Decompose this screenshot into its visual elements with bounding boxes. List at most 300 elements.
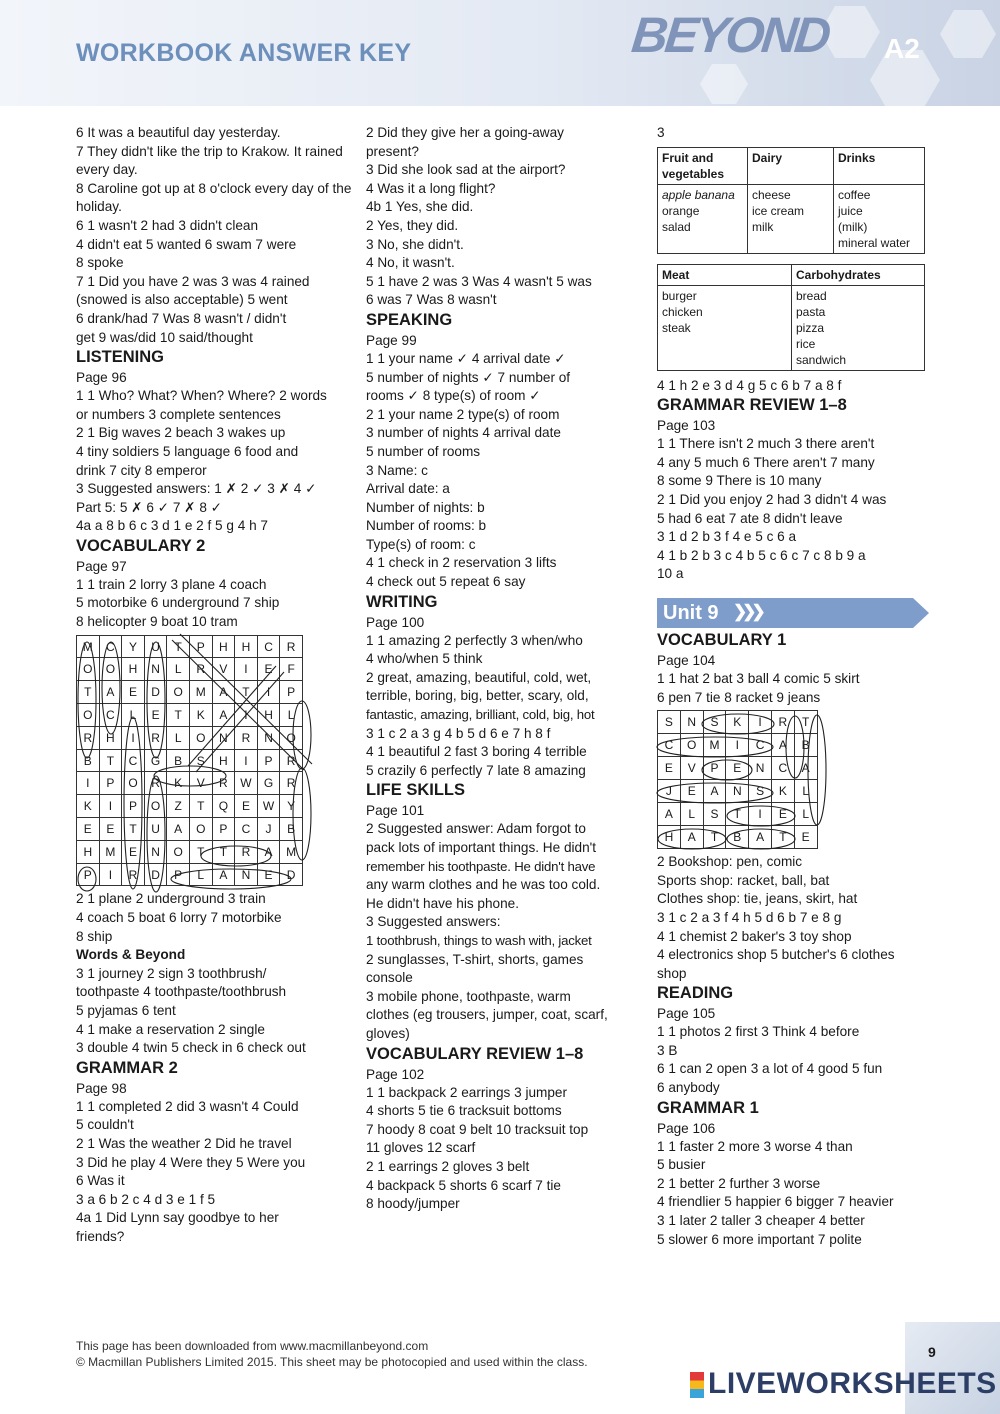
answer-line: 4 any 5 much 6 There aren't 7 many: [657, 454, 875, 470]
answer-line: remember his toothpaste. He didn't have: [366, 858, 596, 874]
table-header: Drinks: [834, 147, 925, 184]
section-heading: GRAMMAR 1: [657, 1098, 759, 1117]
answer-line: 4 who/when 5 think: [366, 651, 483, 667]
cell-text: steak: [662, 320, 691, 335]
answer-line: 8 Caroline got up at 8 o'clock every day of the holiday.: [76, 180, 352, 215]
grid-cell: H: [99, 726, 122, 749]
answer-line: 2 Suggested answer: Adam forgot to: [366, 821, 586, 837]
grid-cell: V: [189, 772, 212, 795]
food-table-2: [657, 264, 925, 371]
answer-line: 6 was 7 Was 8 wasn't: [366, 292, 497, 308]
page-title: WORKBOOK ANSWER KEY: [76, 39, 412, 67]
answer-line: Sports shop: racket, ball, bat: [657, 872, 830, 888]
answer-line: 4 1 chemist 2 baker's 3 toy shop: [657, 928, 852, 944]
cell-text: (milk): [838, 219, 868, 234]
grid-cell: M: [703, 734, 726, 757]
answer-line: pack lots of important things. He didn't: [366, 840, 597, 855]
section-heading: LISTENING: [76, 348, 165, 367]
answer-line: 5 pyjamas 6 tent: [76, 1002, 176, 1018]
answer-line: 2 1 Did you enjoy 2 had 3 didn't 4 was: [657, 491, 887, 507]
answer-line: Arrival date: a: [366, 481, 450, 497]
cell-text: salad: [662, 219, 691, 234]
table-cell: [658, 184, 748, 253]
page-header: [0, 0, 1000, 106]
grid-cell: E: [144, 704, 167, 727]
cell-text: apple banana: [662, 187, 735, 202]
section-heading: READING: [657, 984, 734, 1003]
grid-cell: O: [680, 734, 703, 757]
answer-line: 6 It was a beautiful day yesterday.: [76, 125, 281, 140]
intro-section: [76, 124, 354, 347]
grid-cell: N: [235, 863, 258, 886]
grid-cell: S: [749, 780, 772, 803]
page-ref: Page 104: [657, 652, 716, 668]
grid-cell: W: [235, 772, 258, 795]
grid-cell: B: [726, 826, 749, 849]
answer-line: friends?: [76, 1228, 125, 1244]
page-footer: [76, 1338, 588, 1370]
answer-line: 4b 1 Yes, she did.: [366, 199, 474, 215]
answer-line: 3 Suggested answers: 1 ✗ 2 ✓ 3 ✗ 4 ✓: [76, 481, 317, 497]
grid-cell: I: [99, 795, 122, 818]
answer-line: 1 1 train 2 lorry 3 plane 4 coach: [76, 576, 267, 592]
grid-cell: E: [257, 658, 280, 681]
grid-cell: A: [794, 757, 817, 780]
grid-cell: T: [794, 711, 817, 734]
section-heading: LIFE SKILLS: [366, 781, 465, 800]
answer-line: 4 backpack 5 shorts 6 scarf 7 tie: [366, 1177, 561, 1193]
grid-cell: A: [749, 826, 772, 849]
grid-cell: E: [99, 818, 122, 841]
column-3: [657, 124, 937, 1249]
grid-cell: R: [144, 726, 167, 749]
answer-line: 10 a: [657, 566, 684, 582]
answer-line: 4a 1 Did Lynn say goodbye to her: [76, 1210, 279, 1226]
answer-line: shop: [657, 965, 687, 981]
answer-line: 8 some 9 There is 10 many: [657, 473, 822, 489]
footer-source: This page has been downloaded from www.macmillanbeyond.com: [76, 1339, 429, 1353]
grid-cell: T: [167, 704, 190, 727]
grid-cell: E: [771, 803, 794, 826]
answer-line: 5 busier: [657, 1157, 706, 1173]
grid-cell: R: [122, 863, 145, 886]
grid-cell: P: [99, 772, 122, 795]
unit-title: Unit 9: [663, 601, 719, 624]
answer-line: 5 crazily 6 perfectly 7 late 8 amazing: [366, 762, 586, 778]
answer-line: 6 1 wasn't 2 had 3 didn't clean: [76, 217, 259, 233]
grid-cell: L: [189, 863, 212, 886]
grid-cell: O: [144, 795, 167, 818]
grid-cell: N: [680, 711, 703, 734]
grid-cell: B: [77, 749, 100, 772]
grid-cell: D: [144, 863, 167, 886]
cell-text: bread: [796, 288, 827, 303]
answer-line: 3 No, she didn't.: [366, 236, 464, 252]
answer-line: Part 5: 5 ✗ 6 ✓ 7 ✗ 8 ✓: [76, 499, 223, 515]
answer-line: 2 Did they give her a going-away: [366, 125, 564, 140]
grid-cell: G: [144, 749, 167, 772]
grid-cell: B: [794, 734, 817, 757]
grid-cell: A: [703, 780, 726, 803]
grid-cell: H: [257, 704, 280, 727]
grid-cell: I: [257, 681, 280, 704]
answer-line: present?: [366, 143, 419, 159]
answer-line: 8 ship: [76, 928, 113, 944]
section-heading: GRAMMAR 2: [76, 1058, 178, 1077]
answer-line: 3 Suggested answers:: [366, 914, 501, 930]
answer-line: 4a a 8 b 6 c 3 d 1 e 2 f 5 g 4 h 7: [76, 518, 268, 534]
grid-cell: L: [122, 704, 145, 727]
grid-cell: M: [189, 681, 212, 704]
answer-line: gloves): [366, 1025, 410, 1041]
cell-text: coffee: [838, 187, 871, 202]
cell-text: mineral water: [838, 235, 911, 250]
page-ref: Page 100: [366, 614, 425, 630]
grid-cell: L: [794, 803, 817, 826]
page-ref: Page 102: [366, 1066, 425, 1082]
subsection-heading: Words & Beyond: [76, 947, 186, 963]
grid-cell: E: [726, 757, 749, 780]
grid-cell: C: [122, 749, 145, 772]
grid-cell: I: [235, 749, 258, 772]
answer-line: 6 pen 7 tie 8 racket 9 jeans: [657, 689, 821, 705]
grid-cell: S: [658, 711, 681, 734]
grid-cell: O: [77, 704, 100, 727]
grid-cell: I: [749, 803, 772, 826]
section-heading: VOCABULARY 1: [657, 630, 787, 649]
grid-cell: P: [122, 795, 145, 818]
grid-cell: K: [167, 772, 190, 795]
grid-cell: O: [77, 658, 100, 681]
answer-line: 1 1 amazing 2 perfectly 3 when/who: [366, 632, 583, 648]
grid-cell: P: [280, 681, 303, 704]
grid-cell: I: [235, 704, 258, 727]
section-heading: SPEAKING: [366, 310, 453, 329]
grid-cell: Z: [167, 795, 190, 818]
grid-cell: C: [235, 818, 258, 841]
grid-cell: T: [99, 749, 122, 772]
grid-cell: O: [189, 726, 212, 749]
grid-cell: Y: [122, 635, 145, 658]
answer-line: 4 electronics shop 5 butcher's 6 clothes: [657, 947, 895, 963]
grid-cell: A: [680, 826, 703, 849]
answer-line: 7 hoody 8 coat 9 belt 10 tracksuit top: [366, 1121, 589, 1137]
answer-line: 4 1 check in 2 reservation 3 lifts: [366, 555, 557, 571]
cell-text: pasta: [796, 304, 826, 319]
answer-line: 4 shorts 5 tie 6 tracksuit bottoms: [366, 1103, 562, 1119]
table-cell: [748, 184, 834, 253]
answer-line: 6 1 can 2 open 3 a lot of 4 good 5 fun: [657, 1061, 883, 1077]
word-search-circles: [76, 638, 312, 896]
grid-cell: N: [144, 840, 167, 863]
liveworksheets-logo-icon: [690, 1372, 704, 1398]
page-ref: Page 97: [76, 558, 127, 574]
column-2: [366, 124, 644, 1214]
answer-line: 2 1 your name 2 type(s) of room: [366, 406, 560, 422]
answer-line: or numbers 3 complete sentences: [76, 406, 281, 422]
cell-text: orange: [662, 203, 700, 218]
grid-cell: P: [189, 635, 212, 658]
answer-line: 6 drank/had 7 Was 8 wasn't / didn't: [76, 310, 287, 326]
grid-cell: R: [235, 840, 258, 863]
answer-line: 4 1 h 2 e 3 d 4 g 5 c 6 b 7 a 8 f: [657, 377, 842, 393]
exercise-number: 3: [657, 125, 665, 140]
grid-cell: P: [703, 757, 726, 780]
page-ref: Page 105: [657, 1006, 716, 1022]
grid-cell: R: [189, 658, 212, 681]
answer-line: 6 Was it: [76, 1173, 125, 1189]
answer-line: 8 hoody/jumper: [366, 1196, 460, 1212]
answer-line: 5 had 6 eat 7 ate 8 didn't leave: [657, 510, 843, 526]
grid-cell: R: [280, 635, 303, 658]
answer-line: 3 a 6 b 2 c 4 d 3 e 1 f 5: [76, 1191, 216, 1207]
answer-line: 8 helicopter 9 boat 10 tram: [76, 614, 238, 630]
section-heading: VOCABULARY 2: [76, 536, 206, 555]
cell-text: milk: [752, 219, 774, 234]
answer-line: 8 spoke: [76, 255, 124, 271]
page-ref: Page 96: [76, 370, 127, 386]
footer-copyright: © Macmillan Publishers Limited 2015. This sheet may be photocopied and used within the class.: [76, 1355, 588, 1369]
grid-cell: O: [167, 681, 190, 704]
watermark-text: LIVEWORKSHEETS: [708, 1366, 997, 1400]
answer-line: 1 1 completed 2 did 3 wasn't 4 Could: [76, 1098, 299, 1114]
answer-line: get 9 was/did 10 said/thought: [76, 329, 253, 345]
grid-cell: T: [703, 826, 726, 849]
grid-cell: I: [122, 726, 145, 749]
answer-line: 3 Did she look sad at the airport?: [366, 162, 566, 178]
answer-line: 4 1 beautiful 2 fast 3 boring 4 terrible: [366, 744, 587, 760]
grid-cell: A: [212, 681, 235, 704]
answer-line: 1 1 your name ✓ 4 arrival date ✓: [366, 350, 566, 366]
grid-cell: A: [771, 734, 794, 757]
grid-cell: H: [235, 635, 258, 658]
word-search-circles: [657, 713, 825, 853]
grid-cell: T: [726, 803, 749, 826]
grid-cell: P: [212, 818, 235, 841]
grid-cell: E: [794, 826, 817, 849]
answer-line: 1 1 backpack 2 earrings 3 jumper: [366, 1084, 567, 1100]
grid-cell: R: [212, 772, 235, 795]
answer-line: 3 1 c 2 a 3 f 4 h 5 d 6 b 7 e 8 g: [657, 909, 842, 925]
cell-text: cheese: [752, 187, 791, 202]
grid-cell: T: [235, 681, 258, 704]
grid-cell: Y: [280, 795, 303, 818]
table-header: Meat: [658, 264, 792, 285]
grid-cell: O: [280, 726, 303, 749]
answer-line: 4 check out 5 repeat 6 say: [366, 574, 526, 590]
answer-line: Clothes shop: tie, jeans, skirt, hat: [657, 891, 858, 907]
table-header: Dairy: [748, 147, 834, 184]
grid-cell: C: [749, 734, 772, 757]
grid-cell: E: [122, 840, 145, 863]
unit-banner: [657, 598, 937, 628]
table-cell: [658, 285, 792, 370]
answer-line: fantastic, amazing, brilliant, cold, big, hot: [366, 707, 595, 723]
answer-line: 3 1 later 2 taller 3 cheaper 4 better: [657, 1213, 865, 1229]
grid-cell: I: [99, 863, 122, 886]
grid-cell: M: [77, 635, 100, 658]
answer-line: 5 number of nights ✓ 7 number of: [366, 369, 571, 385]
answer-line: 5 1 have 2 was 3 Was 4 wasn't 5 was: [366, 273, 592, 289]
answer-line: 3 number of nights 4 arrival date: [366, 425, 561, 441]
grid-cell: A: [167, 818, 190, 841]
answer-line: 2 1 earrings 2 gloves 3 belt: [366, 1158, 530, 1174]
grid-cell: N: [749, 757, 772, 780]
grid-cell: A: [212, 863, 235, 886]
answer-line: 3 double 4 twin 5 check in 6 check out: [76, 1040, 306, 1056]
answer-line: 1 1 hat 2 bat 3 ball 4 comic 5 skirt: [657, 670, 860, 686]
grid-cell: T: [189, 795, 212, 818]
grid-cell: H: [212, 749, 235, 772]
answer-line: 11 gloves 12 scarf: [366, 1140, 476, 1156]
grid-cell: R: [280, 772, 303, 795]
grid-cell: M: [280, 840, 303, 863]
grid-cell: O: [189, 818, 212, 841]
answer-line: 3 1 c 2 a 3 g 4 b 5 d 6 e 7 h 8 f: [366, 725, 551, 741]
grid-cell: S: [189, 749, 212, 772]
answer-line: 4 tiny soldiers 5 language 6 food and: [76, 443, 299, 459]
cell-text: rice: [796, 336, 816, 351]
answer-line: console: [366, 970, 413, 986]
answer-line: 2 1 better 2 further 3 worse: [657, 1175, 821, 1191]
grid-cell: C: [658, 734, 681, 757]
grid-cell: I: [77, 772, 100, 795]
answer-line: 3 Name: c: [366, 462, 428, 478]
grid-cell: M: [99, 840, 122, 863]
answer-line: 1 1 There isn't 2 much 3 there aren't: [657, 436, 875, 452]
level-badge: A2: [884, 33, 920, 64]
grid-cell: T: [212, 840, 235, 863]
grid-cell: P: [257, 749, 280, 772]
answer-line: 3 1 journey 2 sign 3 toothbrush/: [76, 965, 267, 981]
answer-line: 4 coach 5 boat 6 lorry 7 motorbike: [76, 910, 282, 926]
grid-cell: T: [771, 826, 794, 849]
answer-line: any warm clothes and he was too cold.: [366, 877, 601, 893]
grid-cell: R: [280, 749, 303, 772]
answer-line: 3 1 d 2 b 3 f 4 e 5 c 6 a: [657, 529, 797, 545]
grid-cell: T: [189, 840, 212, 863]
answer-line: 2 sunglasses, T-shirt, shorts, games: [366, 951, 584, 967]
brand-logo: BEYOND: [629, 7, 831, 63]
page-ref: Page 98: [76, 1080, 127, 1096]
grid-cell: C: [99, 635, 122, 658]
answer-line: 2 great, amazing, beautiful, cold, wet,: [366, 669, 592, 685]
grid-cell: J: [257, 818, 280, 841]
grid-cell: H: [77, 840, 100, 863]
grid-cell: I: [749, 711, 772, 734]
answer-line: Number of rooms: b: [366, 518, 487, 534]
grid-cell: H: [122, 658, 145, 681]
answer-line: 7 1 Did you have 2 was 3 was 4 rained: [76, 273, 310, 289]
answer-line: 3 B: [657, 1042, 678, 1058]
grid-cell: C: [99, 704, 122, 727]
answer-line: 4 didn't eat 5 wanted 6 swam 7 were: [76, 236, 297, 252]
answer-line: 1 1 faster 2 more 3 worse 4 than: [657, 1138, 853, 1154]
answer-line: clothes (eg trousers, jumper, coat, scarf,: [366, 1007, 608, 1023]
word-search-transport: [76, 635, 312, 887]
grid-cell: E: [257, 863, 280, 886]
cell-text: chicken: [662, 304, 703, 319]
answer-line: drink 7 city 8 emperor: [76, 462, 207, 478]
grid-cell: R: [771, 711, 794, 734]
grid-cell: A: [212, 704, 235, 727]
grid-cell: L: [794, 780, 817, 803]
cell-text: ice cream: [752, 203, 805, 218]
answer-line: 6 anybody: [657, 1080, 720, 1096]
grid-cell: N: [144, 658, 167, 681]
answer-line: toothpaste 4 toothpaste/toothbrush: [76, 984, 287, 1000]
answer-line: 1 1 photos 2 first 3 Think 4 before: [657, 1024, 860, 1040]
answer-line: 5 slower 6 more important 7 polite: [657, 1231, 862, 1247]
grid-cell: R: [144, 772, 167, 795]
page-ref: Page 99: [366, 332, 417, 348]
answer-line: Number of nights: b: [366, 499, 485, 515]
grid-cell: K: [771, 780, 794, 803]
cell-text: sandwich: [796, 352, 847, 367]
grid-cell: G: [257, 772, 280, 795]
grid-cell: R: [235, 726, 258, 749]
answer-line: Type(s) of room: c: [366, 536, 476, 552]
section-heading: VOCABULARY REVIEW 1–8: [366, 1044, 584, 1063]
grid-cell: C: [771, 757, 794, 780]
table-cell: [834, 184, 925, 253]
page-ref: Page 106: [657, 1120, 716, 1136]
grid-cell: H: [212, 635, 235, 658]
page-ref: Page 101: [366, 803, 425, 819]
grid-cell: U: [144, 818, 167, 841]
grid-cell: K: [726, 711, 749, 734]
section-heading: WRITING: [366, 592, 438, 611]
grid-cell: E: [680, 780, 703, 803]
table-header: Fruit and vegetables: [658, 147, 748, 184]
table-cell: [792, 285, 925, 370]
answer-line: 4 friendlier 5 happier 6 bigger 7 heavier: [657, 1194, 894, 1210]
answer-line: 3 Did he play 4 Were they 5 Were you: [76, 1154, 306, 1170]
word-search-clothes: [657, 710, 825, 849]
grid-cell: A: [658, 803, 681, 826]
grid-cell: E: [235, 795, 258, 818]
answer-line: 2 1 Big waves 2 beach 3 wakes up: [76, 425, 286, 441]
answer-line: 1 1 Who? What? When? Where? 2 words: [76, 388, 327, 404]
grid-cell: N: [726, 780, 749, 803]
grid-cell: I: [235, 658, 258, 681]
page-number: 9: [928, 1344, 936, 1360]
grid-cell: N: [212, 726, 235, 749]
liveworksheets-watermark: [690, 1366, 997, 1400]
grid-cell: A: [99, 681, 122, 704]
answer-line: 5 number of rooms: [366, 443, 481, 459]
grid-cell: S: [703, 803, 726, 826]
grid-cell: L: [680, 803, 703, 826]
answer-line: 4 No, it wasn't.: [366, 255, 455, 271]
answer-line: rooms ✓ 8 type(s) of room ✓: [366, 388, 541, 404]
cell-text: pizza: [796, 320, 825, 335]
grid-cell: V: [212, 658, 235, 681]
grid-cell: K: [77, 795, 100, 818]
answer-line: 4 1 b 2 b 3 c 4 b 5 c 6 c 7 c 8 b 9 a: [657, 547, 866, 563]
grid-cell: D: [144, 681, 167, 704]
column-1: [76, 124, 354, 1247]
answer-line: 5 motorbike 6 underground 7 ship: [76, 595, 280, 611]
grid-cell: F: [280, 658, 303, 681]
grid-cell: L: [167, 658, 190, 681]
grid-cell: N: [257, 726, 280, 749]
answer-line: terrible, boring, big, better, scary, old,: [366, 688, 589, 704]
answer-line: 2 1 plane 2 underground 3 train: [76, 891, 266, 907]
grid-cell: E: [122, 681, 145, 704]
grid-cell: U: [144, 635, 167, 658]
grid-cell: C: [257, 635, 280, 658]
